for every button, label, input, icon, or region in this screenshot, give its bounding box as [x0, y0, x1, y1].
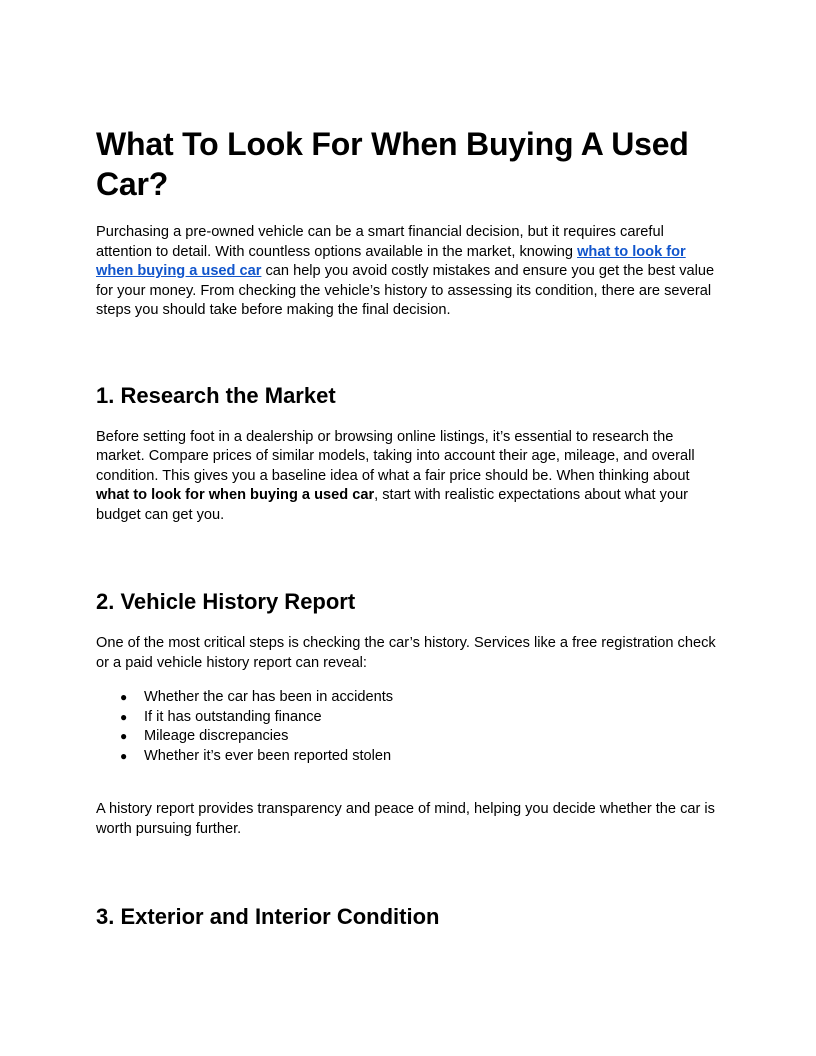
bullet-icon: ● [120, 748, 128, 763]
list-item [96, 727, 722, 747]
section-heading-history: 2. Vehicle History Report [96, 589, 356, 614]
document-page [96, 124, 722, 931]
list-item [96, 708, 722, 728]
used-car-guide-link[interactable]: what to look for when buying a used car [96, 243, 686, 279]
list-item [96, 688, 722, 708]
list-item-text: Whether the car has been in accidents [144, 689, 394, 705]
list-item-text: If it has outstanding finance [144, 708, 322, 725]
bullet-icon: ● [120, 709, 128, 724]
research-bold-phrase: what to look for when buying a used car [96, 487, 375, 503]
history-outro-paragraph: A history report provides transparency and peace of mind, helping you decide whether the car is worth pursuing further. [96, 801, 715, 837]
section-heading-condition: 3. Exterior and Interior Condition [96, 904, 440, 929]
list-item [96, 747, 722, 767]
list-item-text: Whether it’s ever been reported stolen [144, 747, 392, 764]
research-text-end: , start with realistic expectations about what your budget can get you. [96, 487, 689, 523]
research-paragraph [96, 428, 722, 526]
list-item-text: Mileage discrepancies [144, 728, 289, 744]
intro-paragraph [96, 223, 722, 321]
document-title: What To Look For When Buying A Used Car? [96, 126, 689, 202]
intro-text-end: can help you avoid costly mistakes and ensure you get the best value for your money. From checking the vehicle’s history to assessing its condition, there are several steps you should take before making the final decision. [96, 263, 715, 318]
intro-text-start: Purchasing a pre-owned vehicle can be a smart financial decision, but it requires careful attention to detail. With countless options available in the market, knowing [96, 224, 664, 260]
history-checklist [96, 688, 722, 766]
history-intro-paragraph: One of the most critical steps is checking the car’s history. Services like a free registration check or a paid vehicle history report can reveal: [96, 635, 716, 671]
research-text-start: Before setting foot in a dealership or browsing online listings, it’s essential to research the market. Compare prices of similar models, taking into account their age, mileage, and overall condition. This gives you a baseline idea of what a fair price should be. When thinking about [96, 428, 695, 484]
bullet-icon: ● [120, 729, 128, 743]
section-heading-research: 1. Research the Market [96, 382, 336, 408]
bullet-icon: ● [120, 690, 128, 704]
